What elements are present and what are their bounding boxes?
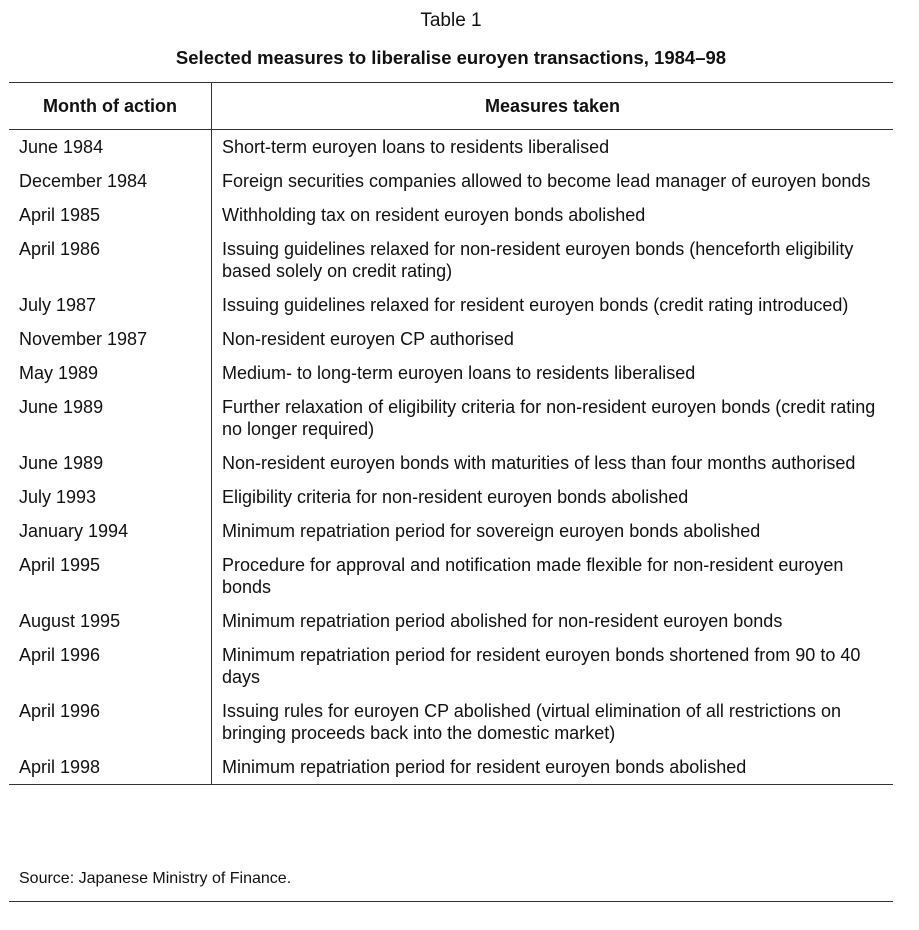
- cell-month: July 1993: [9, 480, 212, 514]
- cell-month: July 1987: [9, 288, 212, 322]
- table-row: [9, 322, 893, 356]
- table-row: [9, 446, 893, 480]
- cell-month: May 1989: [9, 356, 212, 390]
- column-header-month: Month of action: [9, 83, 212, 130]
- cell-measure: Minimum repatriation period for resident euroyen bonds shortened from 90 to 40 days: [222, 645, 861, 687]
- table-row: [9, 548, 893, 604]
- cell-month: April 1995: [9, 548, 212, 604]
- column-header-measures: Measures taken: [212, 83, 894, 130]
- cell-measure: Further relaxation of eligibility criteria for non-resident euroyen bonds (credit rating no longer required): [222, 397, 876, 439]
- table-title: Selected measures to liberalise euroyen transactions, 1984–98: [175, 47, 727, 68]
- table-row: [9, 514, 893, 548]
- table-row: [9, 130, 893, 165]
- table-header-row: [9, 83, 893, 130]
- source-note: Source: Japanese Ministry of Finance.: [19, 870, 292, 887]
- cell-month: August 1995: [9, 604, 212, 638]
- cell-month: April 1985: [9, 198, 212, 232]
- cell-measure: Eligibility criteria for non-resident euroyen bonds abolished: [222, 487, 689, 507]
- cell-measure: Minimum repatriation period for sovereign euroyen bonds abolished: [222, 521, 761, 541]
- table-row: [9, 390, 893, 446]
- cell-month: June 1989: [9, 390, 212, 446]
- cell-month: April 1996: [9, 638, 212, 694]
- table-row: [9, 198, 893, 232]
- cell-measure: Short-term euroyen loans to residents liberalised: [222, 137, 610, 157]
- table-row: [9, 164, 893, 198]
- cell-measure: Medium- to long-term euroyen loans to residents liberalised: [222, 363, 696, 383]
- cell-month: November 1987: [9, 322, 212, 356]
- measures-table: [9, 82, 893, 785]
- cell-month: January 1994: [9, 514, 212, 548]
- cell-measure: Withholding tax on resident euroyen bonds abolished: [222, 205, 646, 225]
- cell-measure: Minimum repatriation period abolished for non-resident euroyen bonds: [222, 611, 783, 631]
- cell-measure: Non-resident euroyen CP authorised: [222, 329, 514, 349]
- cell-measure: Foreign securities companies allowed to become lead manager of euroyen bonds: [222, 171, 871, 191]
- cell-measure: Procedure for approval and notification made flexible for non-resident euroyen bonds: [222, 555, 844, 597]
- table-row: [9, 638, 893, 694]
- table-row: [9, 232, 893, 288]
- cell-measure: Non-resident euroyen bonds with maturities of less than four months authorised: [222, 453, 856, 473]
- table-number: Table 1: [420, 10, 482, 31]
- cell-month: June 1989: [9, 446, 212, 480]
- cell-measure: Issuing guidelines relaxed for resident euroyen bonds (credit rating introduced): [222, 295, 849, 315]
- cell-month: April 1996: [9, 694, 212, 750]
- table-row: [9, 480, 893, 514]
- cell-month: December 1984: [9, 164, 212, 198]
- cell-measure: Issuing rules for euroyen CP abolished (virtual elimination of all restrictions on bringing proceeds back into the domestic market): [222, 701, 841, 743]
- table-row: [9, 288, 893, 322]
- cell-measure: Issuing guidelines relaxed for non-resident euroyen bonds (henceforth eligibility based solely on credit rating): [222, 239, 854, 281]
- table-row: [9, 356, 893, 390]
- table-row: [9, 694, 893, 750]
- cell-month: June 1984: [9, 130, 212, 165]
- table-body: [9, 130, 893, 785]
- table-row: [9, 750, 893, 785]
- cell-measure: Minimum repatriation period for resident euroyen bonds abolished: [212, 750, 894, 785]
- cell-month: April 1986: [9, 232, 212, 288]
- bottom-rule: [9, 901, 893, 902]
- cell-month: April 1998: [9, 750, 212, 785]
- table-row: [9, 604, 893, 638]
